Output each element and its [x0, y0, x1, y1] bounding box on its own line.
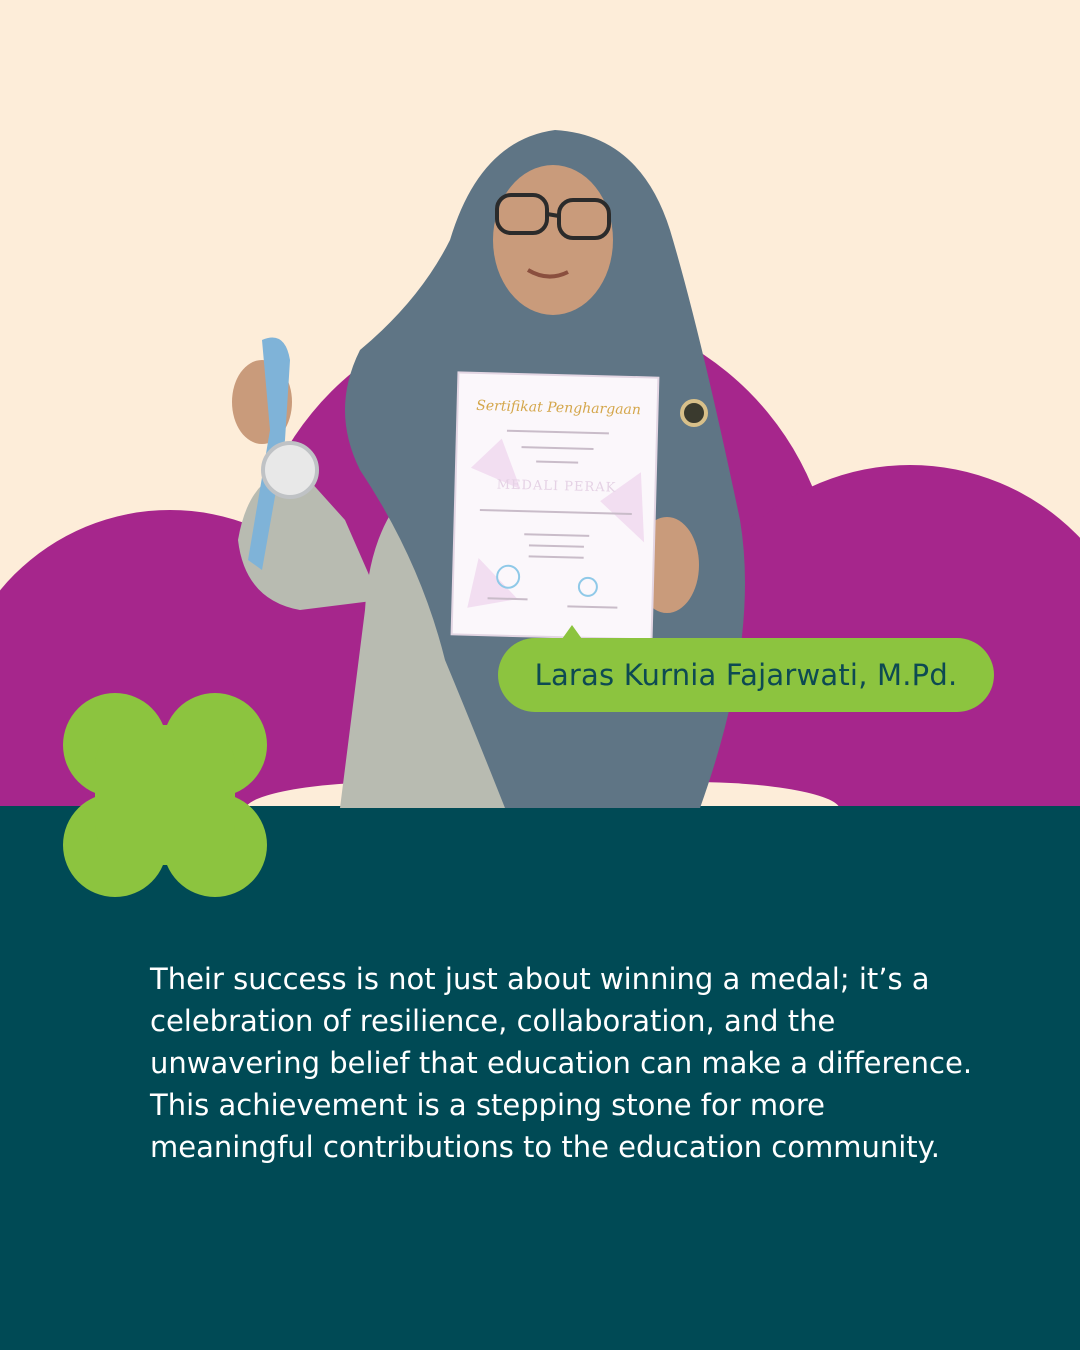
medal: [263, 443, 317, 497]
certificate-award: MEDALI PERAK: [496, 477, 617, 496]
name-pill: [498, 638, 994, 712]
certificate: [452, 372, 659, 639]
body-paragraph: Their success is not just about winning a medal; it’s a celebration of resilience, collaboration, and the unwavering belief that education can make a difference. This achievement is a stepping stone for more meaningful contributions to the education community.: [150, 962, 973, 1164]
person-name: Laras Kurnia Fajarwati, M.Pd.: [534, 658, 958, 692]
name-pill-pointer: [562, 625, 582, 639]
certificate-title: Sertifikat Penghargaan: [476, 397, 642, 419]
brooch: [682, 401, 706, 425]
